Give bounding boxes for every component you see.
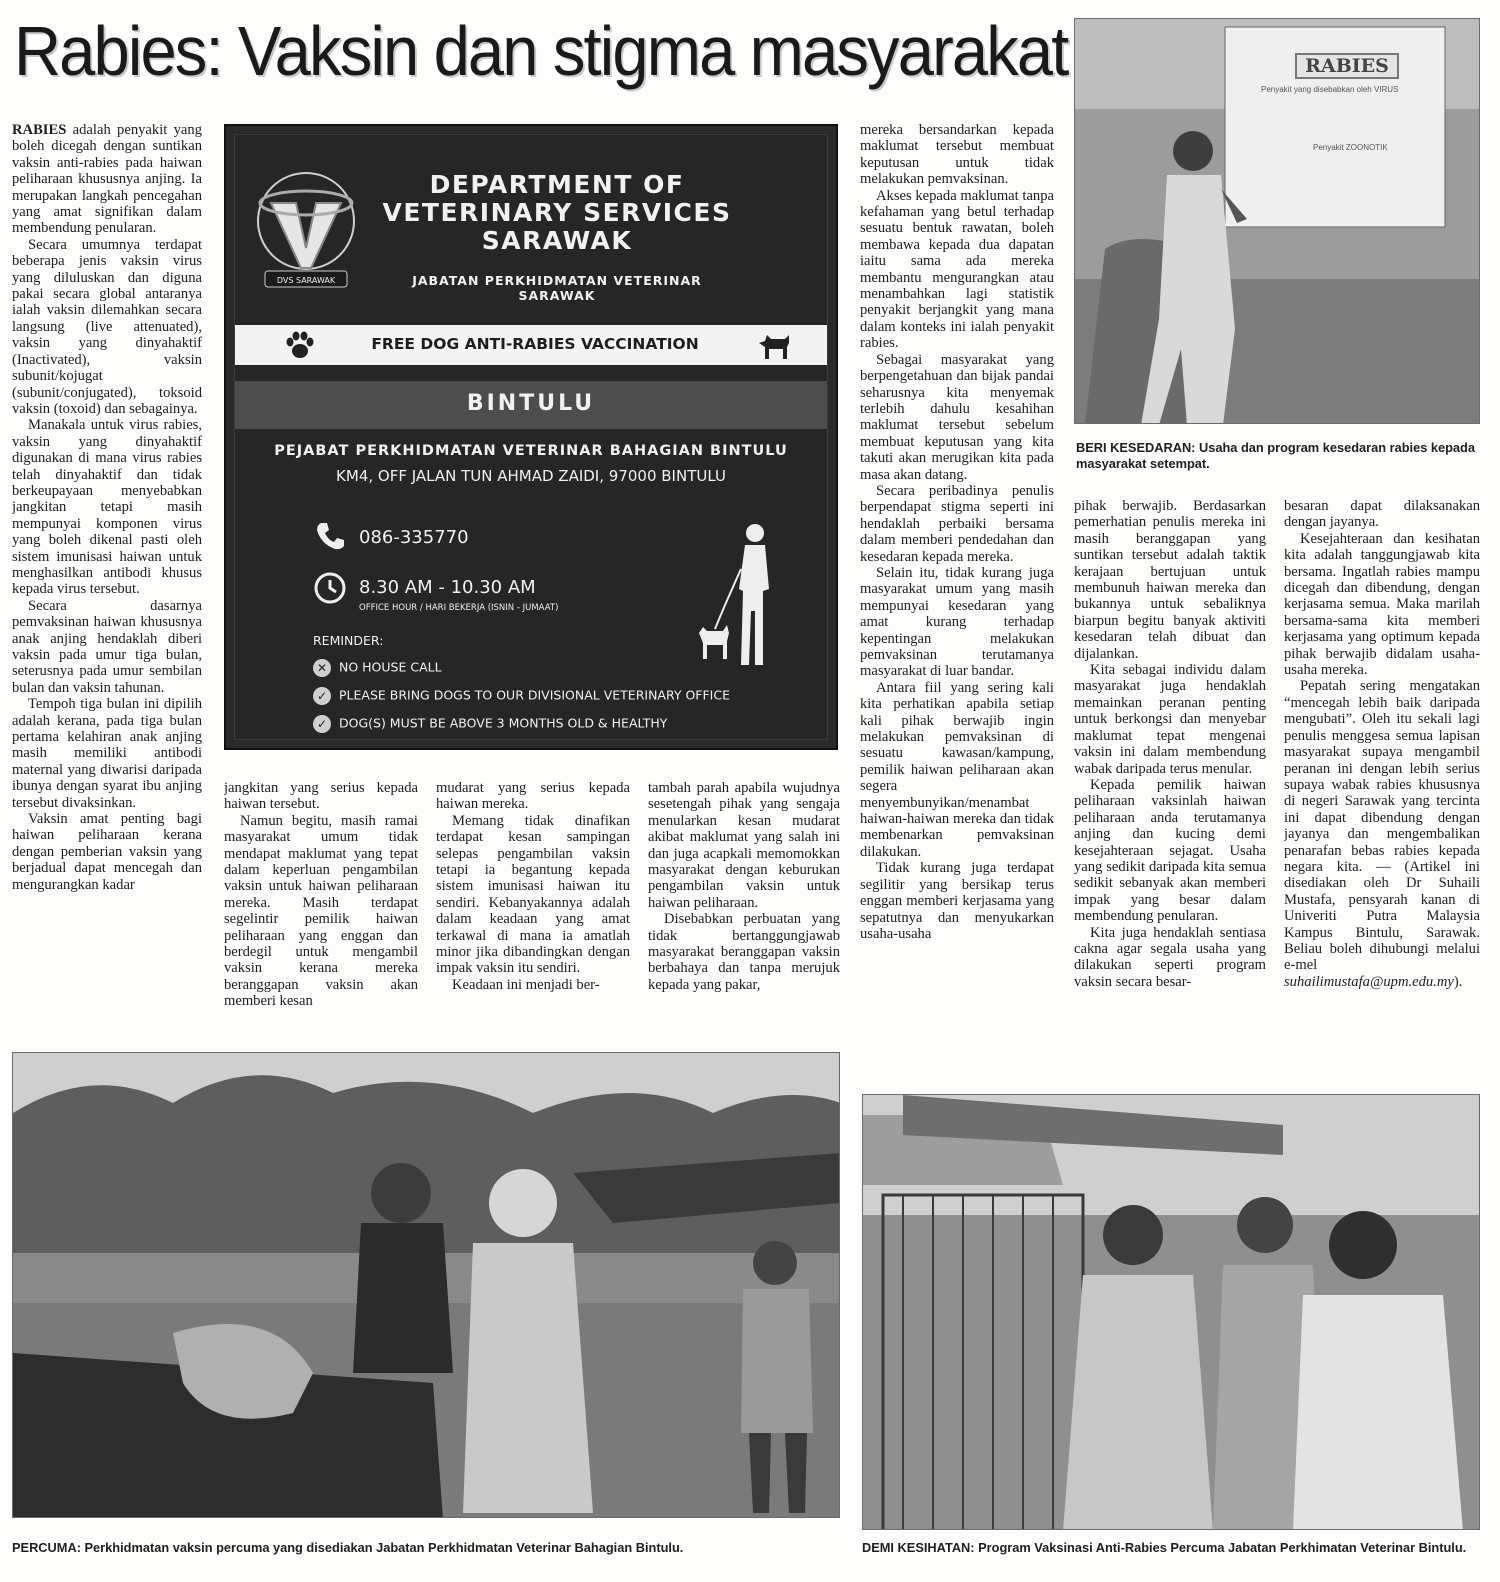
paragraph: besaran dapat dilaksanakan dengan jayanya.	[1284, 498, 1480, 531]
slide-zoonotic: Penyakit ZOONOTIK	[1313, 143, 1388, 152]
paragraph: Tempoh tiga bulan ini dipilih adalah kerana, pada tiga bulan pertama kelahiran anak anjing masih memiliki antibodi maternal yang diwarisi daripada ibunya dengan syarat ibu anjing tersebut divaksinkan.	[12, 696, 202, 811]
article-column-1	[12, 122, 202, 1028]
paragraph: Pepatah sering mengatakan “mencegah lebih baik daripada mengubati”. Oleh itu sekali lagi penulis menggesa semua lapisan masyarakat supaya mengambil peranan ini dengan lebih serius supaya wabak rabies khususnya di negeri Sarawak yang tercinta ini dapat dibendung dengan jayanya dan mengembalikan penarafan bebas rabies kepada negara kita. — (Artikel ini disediakan oleh Dr Suhaili Mustafa, pensyarah kanan di Univeriti Putra Malaysia Kampus Bintulu, Sarawak. Beliau boleh dihubungi melalui e-mel suhailimustafa@upm.edu.my).	[1284, 678, 1480, 990]
awareness-scene	[1075, 19, 1480, 424]
free-vaccination-band	[235, 325, 827, 365]
paragraph: Memang tidak dinafikan terdapat kesan sampingan selepas pengambilan vaksin tetapi ia begantung kepada sistem imunisasi haiwan itu sendiri. Kebanyakannya adalah dalam keadaan yang amat terkawal di mana ia amatlah minor jika dibandingkan dengan impak vaksin itu sendiri.	[436, 812, 630, 977]
paragraph: tambah parah apabila wujudnya sesetengah pihak yang sengaja menularkan kesan mudarat akibat maklumat yang salah ini dan juga acapkali memomokkan masyarakat dengan keburukan pengambilan vaksin untuk haiwan peliharaan.	[648, 780, 840, 911]
check-icon: ✓	[313, 715, 331, 733]
phone-icon	[313, 519, 347, 553]
free-vaccination-text: FREE DOG ANTI-RABIES VACCINATION	[371, 335, 699, 353]
article-column-2	[224, 780, 418, 1030]
lead-word: RABIES	[12, 122, 67, 138]
paragraph: Kesejahteraan dan kesihatan kita adalah tanggungjawab kita bersama. Ingatlah rabies mampu dicegah dan dibendung, dengan kerjasama semua. Maka marilah bersama-sama kita memberi kerjasama yang optimum kepada pihak berwajib didalam usaha-usaha mereka.	[1284, 530, 1480, 679]
paragraph: Disebabkan perbuatan yang tidak bertanggungjawab masyarakat beranggapan vaksin berbahaya dan tanpa merujuk kepada yang pakar,	[648, 911, 840, 993]
paragraph: RABIES adalah penyakit yang boleh dicegah dengan suntikan vaksin anti-rabies pada haiwan peliharaan khususnya anjing. Ia merupakan langkah pencegahan yang amat signifikan dalam membendung penularan.	[12, 122, 202, 237]
office-name: PEJABAT PERKHIDMATAN VETERINAR BAHAGIAN BINTULU	[274, 443, 788, 459]
paragraph: jangkitan yang serius kepada haiwan tersebut.	[224, 780, 418, 813]
office-address: KM4, OFF JALAN TUN AHMAD ZAIDI, 97000 BINTULU	[336, 467, 726, 485]
article-column-4a	[648, 780, 840, 1030]
paragraph: Secara dasarnya pemvaksinan haiwan khususnya anak anjing hendaklah diberi vaksin pada umur tiga bulan, seterusnya pada umur sembilan bulan dan vaksin tahunan.	[12, 597, 202, 696]
man-walking-dog-icon	[693, 519, 803, 669]
phone-number: 086-335770	[359, 527, 469, 548]
paragraph: Manakala untuk virus rabies, vaksin yang dinyahaktif digunakan di mana virus rabies telah dinyahaktif dan tidak berkeupayaan menyebabkan jangkitan tetapi masih mempunyai komponen virus yang boleh dikenal pasti oleh sistem imunisasi haiwan untuk menghasilkan antibodi khusus kepada virus tersebut.	[12, 417, 202, 598]
headline: Rabies: Vaksin dan stigma masyarakat	[14, 12, 1068, 90]
logo-text: DVS SARAWAK	[276, 276, 336, 285]
paragraph: Kepada pemilik haiwan peliharaan vaksinlah haiwan peliharaan anda terutamanya anjing dan kucing demi kesejahteraan sejagat. Usaha yang sedikit daripada kita semua sedikit sebanyak akan memberi impak yang besar dalam membendung penularan.	[1074, 776, 1266, 925]
paragraph: Secara peribadinya penulis berpendapat stigma seperti ini hendaklah perbaiki bersama dalam memberi pendedahan dan kesedaran kepada mereka.	[860, 482, 1054, 565]
dog-icon	[755, 329, 793, 361]
slide-title: RABIES	[1295, 53, 1399, 79]
caption-free-service: PERCUMA: Perkhidmatan vaksin percuma yang disediakan Jabatan Perkhidmatan Veterinar Bahagian Bintulu.	[12, 1540, 684, 1555]
slide-subtitle: Penyakit yang disebabkan oleh VIRUS	[1261, 85, 1399, 94]
paragraph: pihak berwajib. Berdasarkan pemerhatian penulis mereka ini masih beranggapan yang suntikan tersebut adalah taktik kerajaan bertujuan untuk membunuh haiwan mereka dan bukannya untuk sebaliknya biarpun begitu banyak aktiviti kesedaran telah dibuat dan dijalankan.	[1074, 498, 1266, 662]
vaccination-poster	[224, 124, 838, 750]
paragraph: Namun begitu, masih ramai masyarakat umum tidak mendapat maklumat yang tepat dalam keperluan pengambilan vaksin untuk haiwan peliharaan mereka. Masih terdapat segelintir pemilik haiwan peliharaan yang enggan dan berdegil untuk mengambil vaksin kerana mereka beranggapan vaksin akan memberi kesan	[224, 812, 418, 1010]
vaccination-scene	[13, 1053, 840, 1518]
location-band	[235, 381, 827, 429]
caption-program: DEMI KESIHATAN: Program Vaksinasi Anti-Rabies Percuma Jabatan Perkhimatan Veterinar Bintulu.	[862, 1540, 1467, 1555]
paragraph: Sebagai masyarakat yang berpengetahuan dan bijak pandai seharusnya kita menyemak terlebih dahulu kesahihan maklumat tersebut sebelum membuat keputusan yang kita takuti akan merugikan kita pada masa akan datang.	[860, 351, 1054, 483]
paragraph: Antara fiil yang sering kali kita perhatikan apabila setiap kali pihak berwajib ingin melakukan pemvaksinan di sesuatu kawasan/kampung, pemilik haiwan peliharaan akan segera menyembunyikan/menambat haiwan-haiwan mereka dan tidak membenarkan pemvaksinan dilakukan.	[860, 679, 1054, 860]
office-hours: OFFICE HOUR / HARI BEKERJA (ISNIN - JUMAAT)	[359, 603, 559, 613]
reminder-item: ✕ NO HOUSE CALL	[313, 659, 442, 677]
dvs-logo-icon	[251, 163, 361, 293]
paragraph: Vaksin amat penting bagi haiwan peliharaan kerana dengan pemberian vaksin yang berjadual dapat mencegah dan mengurangkan kadar	[12, 811, 202, 893]
article-column-3	[436, 780, 630, 1030]
paragraph: Kita juga hendaklah sentiasa cakna agar segala usaha yang dilakukan seperti program vaksin secara besar-	[1074, 924, 1266, 990]
paw-icon	[283, 329, 317, 361]
paragraph: Selain itu, tidak kurang juga masyarakat umum yang masih mempunyai kesedaran yang amat kurang terhadap kepentingan melakukan pemvaksinan terutamanya masyarakat di luar bandar.	[860, 564, 1054, 680]
program-scene	[863, 1095, 1480, 1530]
reminder-heading: REMINDER:	[313, 633, 384, 648]
photo-awareness-talk	[1074, 18, 1480, 424]
paragraph: Kita sebagai individu dalam masyarakat juga hendaklah memainkan peranan penting untuk berkongsi dan menyebar maklumat tepat mengenai vaksin ini dalam membendung wabak daripada terus menular.	[1074, 662, 1266, 777]
reminder-item: ✓ PLEASE BRING DOGS TO OUR DIVISIONAL VETERINARY OFFICE	[313, 687, 730, 705]
location-text: BINTULU	[466, 391, 596, 416]
paragraph: mereka bersandarkan kepada maklumat tersebut membuat keputusan untuk tidak melakukan pemvaksinan.	[860, 122, 1054, 188]
photo-vaccination-program	[862, 1094, 1480, 1530]
x-icon: ✕	[313, 659, 331, 677]
poster-panel	[234, 134, 828, 740]
paragraph: Keadaan ini menjadi ber-	[452, 976, 600, 993]
caption-awareness: BERI KESEDARAN: Usaha dan program kesedaran rabies kepada masyarakat setempat.	[1076, 440, 1475, 471]
photo-free-vaccination	[12, 1052, 840, 1518]
paragraph: Secara umumnya terdapat beberapa jenis vaksin virus yang diluluskan dan diguna pakai secara global antaranya ialah vaksin dilemahkan secara langsung (live attenuated), vaksin yang dinyahaktif (Inactivated), vaksin subunit/kojugat (subunit/conjugated), toksoid vaksin (toxoid) dan sebagainya.	[12, 236, 202, 417]
paragraph: Tidak kurang juga terdapat segilitir yang bersikap terus enggan memberi kerjasama yang sepatutnya dan menyukarkan usaha-usaha	[860, 860, 1054, 942]
author-email: suhailimustafa@upm.edu.my	[1284, 973, 1454, 990]
article-column-6	[1284, 498, 1480, 1070]
paragraph: Akses kepada maklumat tanpa kefahaman yang betul terhadap sesuatu bentuk rawatan, boleh membawa kepada dua dapatan iaitu sama ada mereka membantu mengurangkan atau menambahkan lagi statistik penyakit berjangkit yang mana dalam konteks ini ialah penyakit rabies.	[860, 187, 1054, 352]
poster-title: DEPARTMENT OF VETERINARY SERVICES SARAWAK	[382, 170, 732, 255]
article-column-4b	[860, 122, 1054, 1070]
reminder-item: ✓ DOG(S) MUST BE ABOVE 3 MONTHS OLD & HEALTHY	[313, 715, 667, 733]
poster-subtitle: JABATAN PERKHIDMATAN VETERINAR SARAWAK	[412, 273, 702, 303]
article-column-5	[1074, 498, 1266, 1070]
service-time: 8.30 AM - 10.30 AM	[359, 577, 536, 598]
check-icon: ✓	[313, 687, 331, 705]
clock-icon	[313, 571, 347, 605]
paragraph: mudarat yang serius kepada haiwan mereka.	[436, 780, 630, 813]
